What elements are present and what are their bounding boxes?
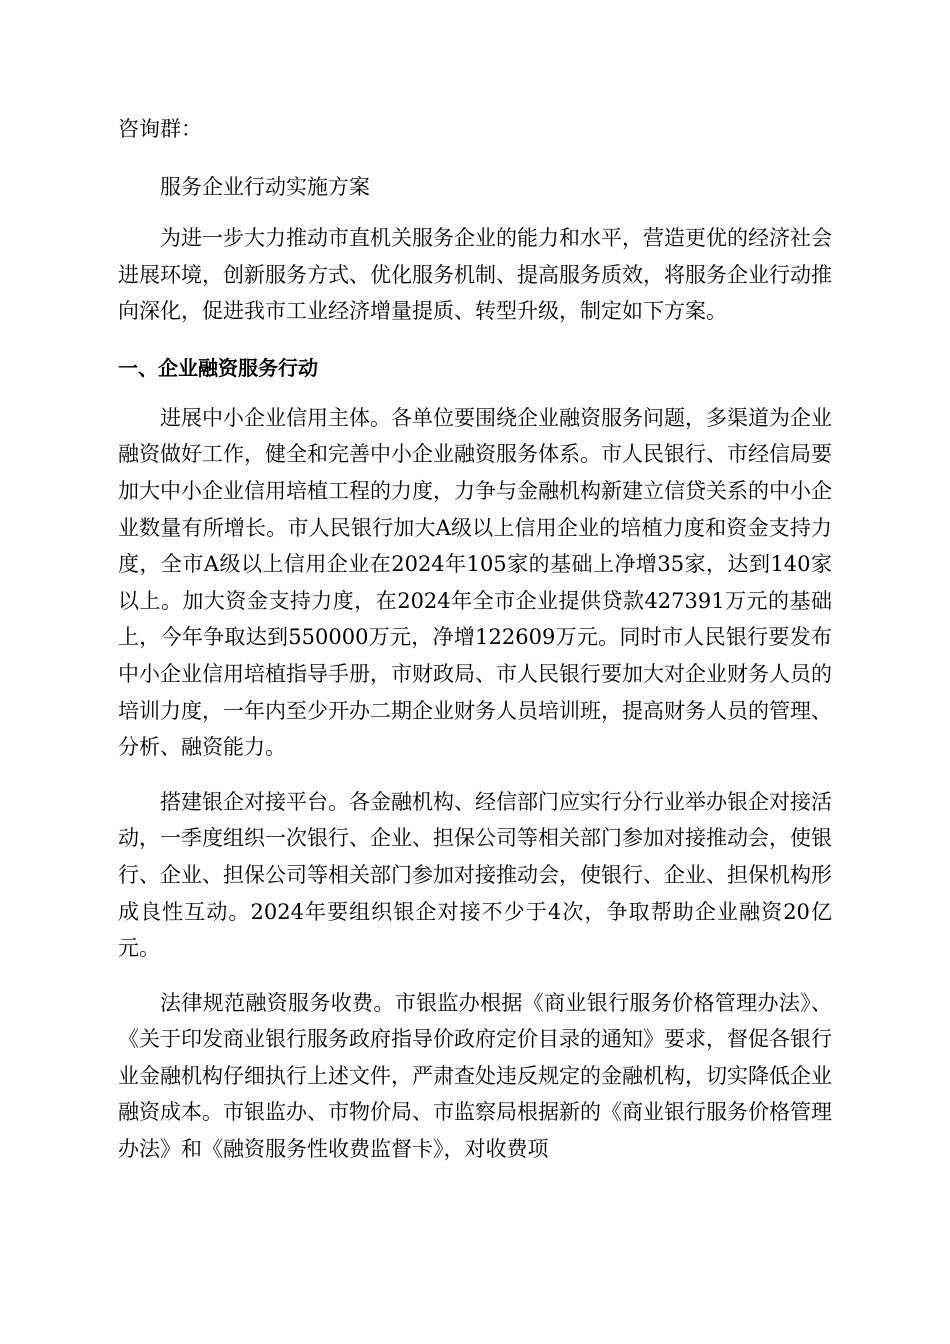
- intro-paragraph: 为进一步大力推动市直机关服务企业的能力和水平，营造更优的经济社会进展环境，创新服务方式、优化服务机制、提高服务质效，将服务企业行动推向深化，促进我市工业经济增量提质、转型升级，制定如下方案。: [118, 226, 832, 324]
- document-page: [118, 110, 832, 1168]
- paragraph-bank-enterprise-platform: 搭建银企对接平台。各金融机构、经信部门应实行分行业举办银企对接活动，一季度组织一次银行、企业、担保公司等相关部门参加对接推动会，使银行、企业、担保公司等相关部门参加对接推动会，使银行、企业、担保机构形成良性互动。2024年要组织银企对接不少于4次，争取帮助企业融资20亿元。: [118, 789, 832, 961]
- consult-group-label: 咨询群：: [118, 117, 202, 141]
- section-heading-financing: 一、企业融资服务行动: [118, 355, 318, 380]
- document-title: 服务企业行动实施方案: [160, 175, 370, 199]
- paragraph-fee-regulation: 法律规范融资服务收费。市银监办根据《商业银行服务价格管理办法》、《关于印发商业银行服务政府指导价政府定价目录的通知》要求，督促各银行业金融机构仔细执行上述文件，严肃查处违反规定的金融机构，切实降低企业融资成本。市银监办、市物价局、市监察局根据新的《商业银行服务价格管理办法》和《融资服务性收费监督卡》，对收费项: [118, 990, 832, 1162]
- paragraph-credit-entity: 进展中小企业信用主体。各单位要围绕企业融资服务问题，多渠道为企业融资做好工作，健全和完善中小企业融资服务体系。市人民银行、市经信局要加大中小企业信用培植工程的力度，力争与金融机构新建立信贷关系的中小企业数量有所增长。市人民银行加大A级以上信用企业的培植力度和资金支持力度，全市A级以上信用企业在2024年105家的基础上净增35家，达到140家以上。加大资金支持力度，在2024年全市企业提供贷款427391万元的基础上，今年争取达到550000万元，净增122609万元。同时市人民银行要发布中小企业信用培植指导手册，市财政局、市人民银行要加大对企业财务人员的培训力度，一年内至少开办二期企业财务人员培训班，提高财务人员的管理、分析、融资能力。: [118, 405, 832, 760]
